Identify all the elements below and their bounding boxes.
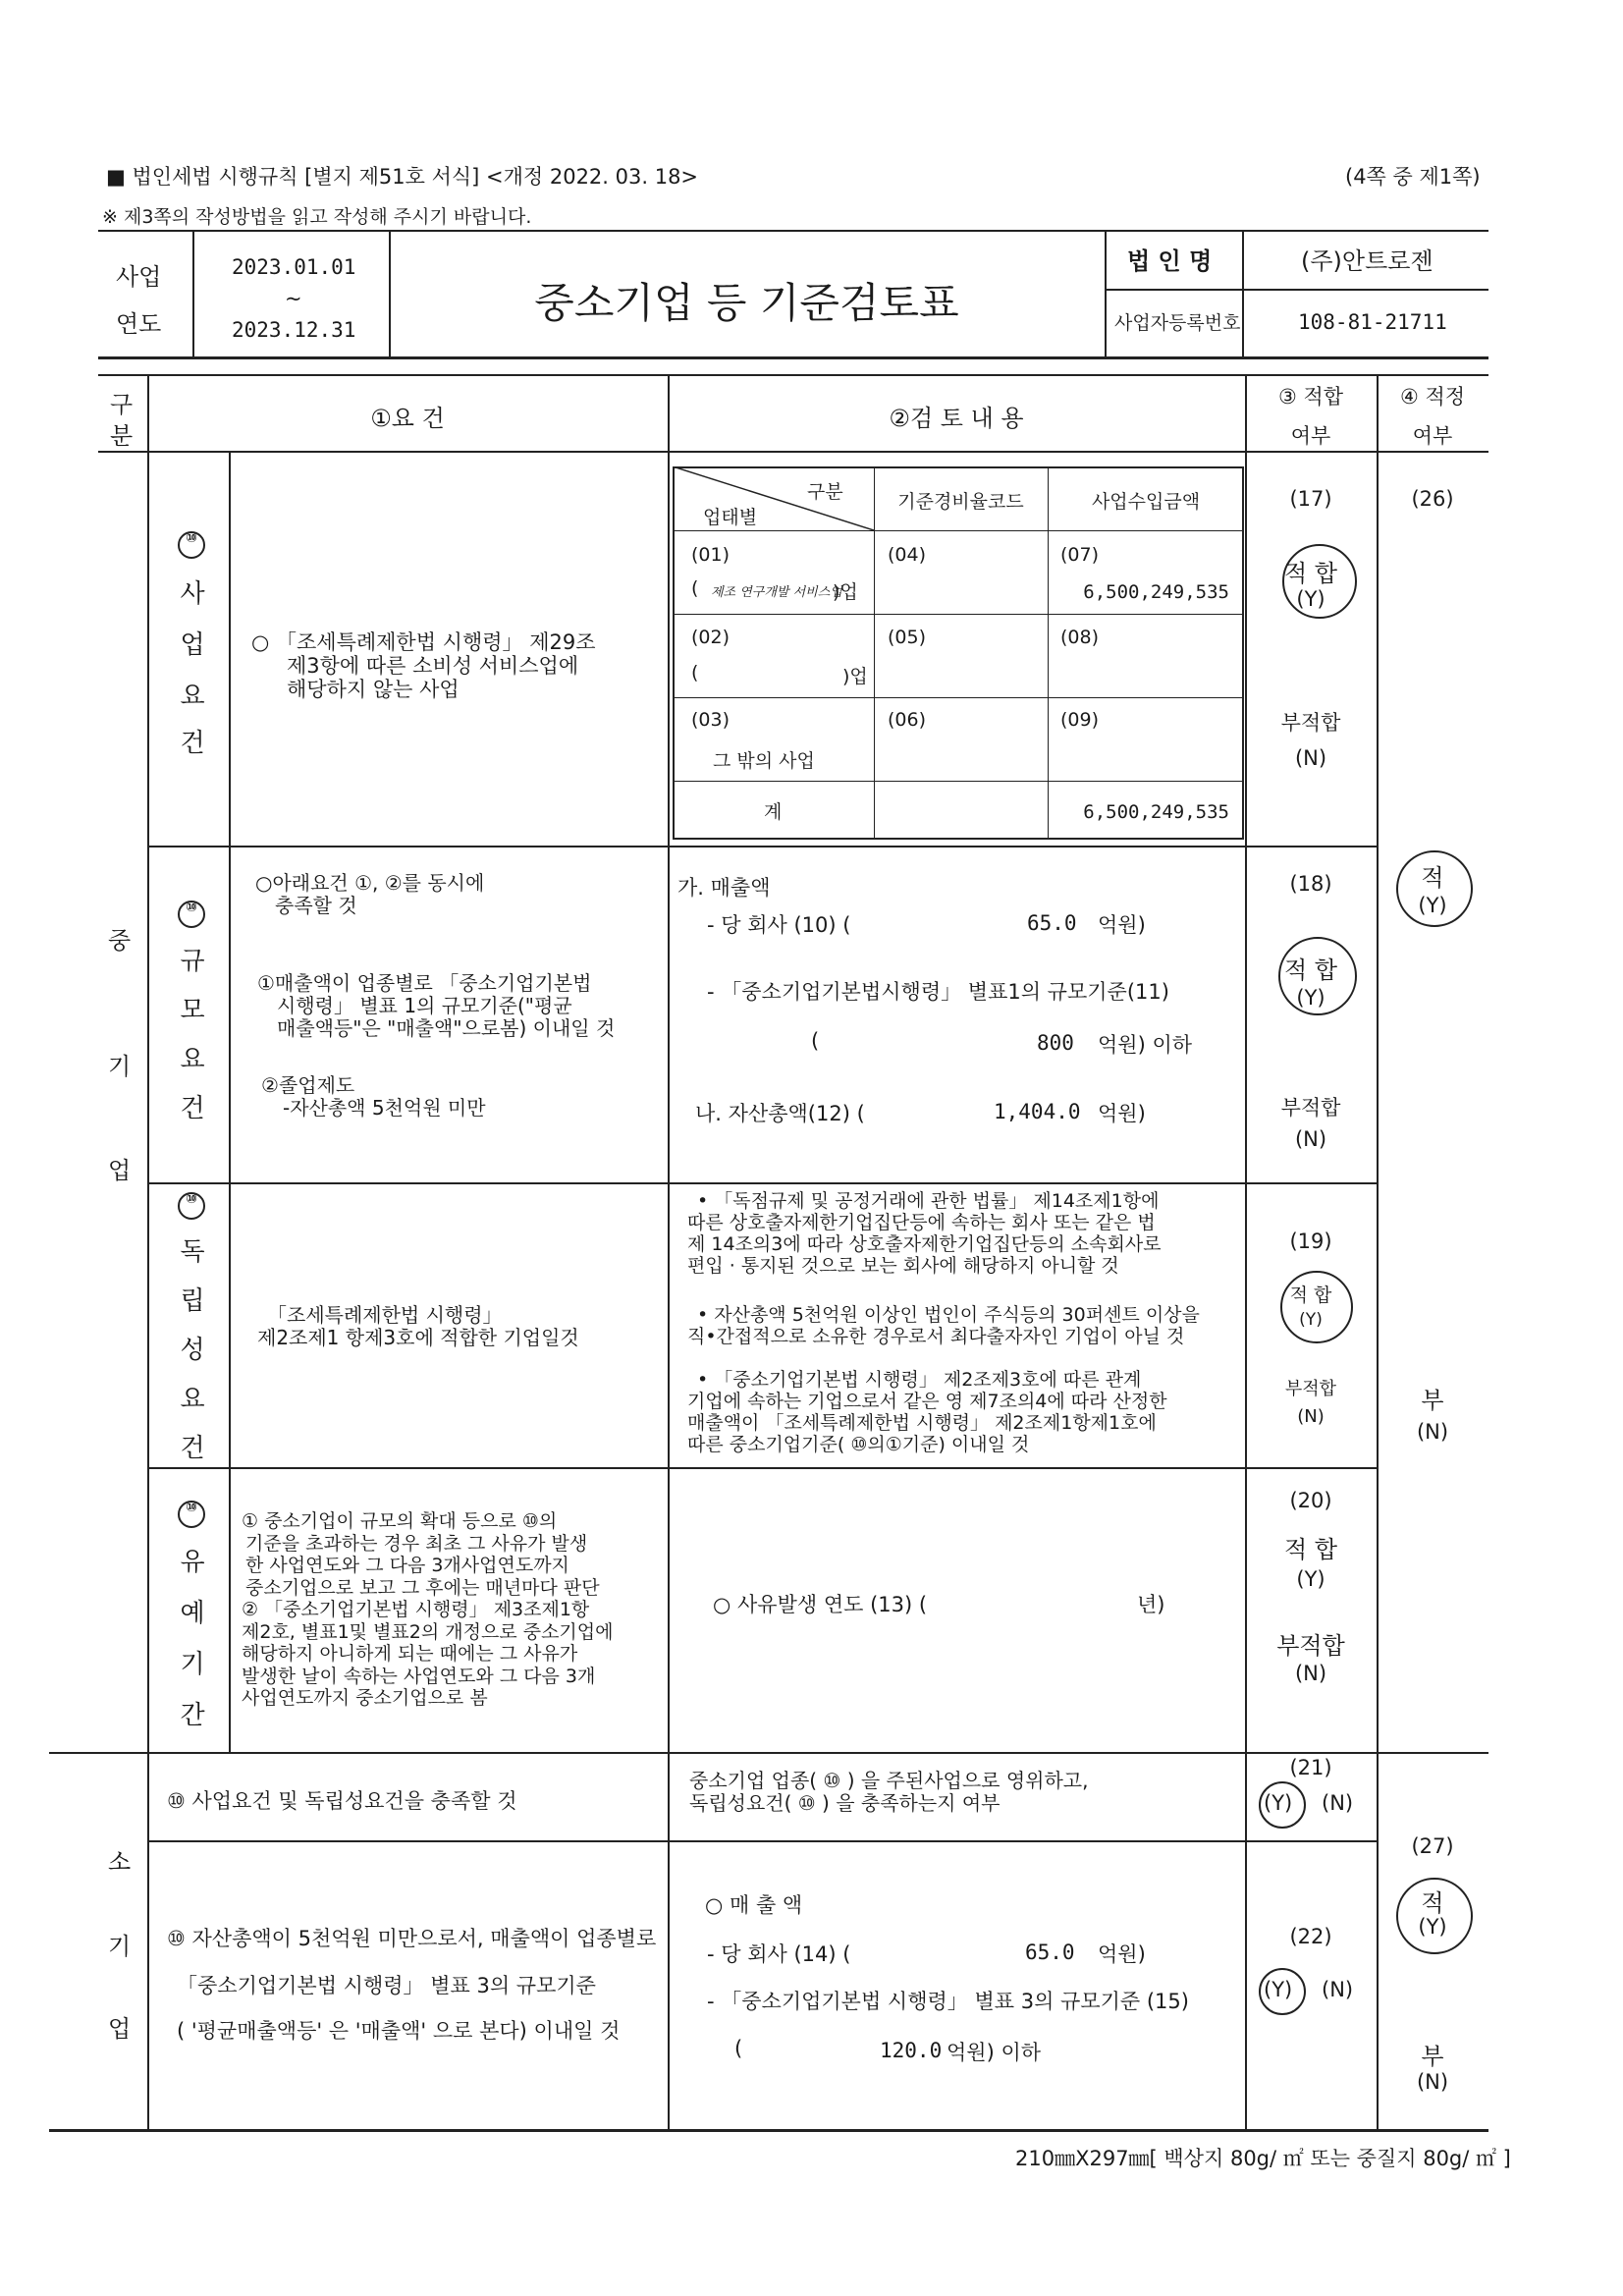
row105-fit-no: (21) (1289, 1756, 1332, 1779)
row106-req-2: 「중소기업기본법 시행령」 별표 3의 규모기준 (177, 1974, 596, 1997)
row104-review-pre: ○ 사유발생 연도 (13) ( (713, 1593, 928, 1616)
row102-number: ⑩ (186, 900, 197, 915)
sme-fit4-no: (26) (1411, 487, 1454, 511)
section-small-2: 기 (108, 1933, 132, 1960)
row102-line1-pre: - 당 회사 (10) ( (707, 913, 851, 937)
inner-r2-close: )업 (842, 666, 868, 687)
row104-label-4: 간 (180, 1701, 205, 1730)
small-fit4-top: 적 (1421, 1889, 1444, 1917)
row105-review: 중소기업 업종( ⑩ ) 을 주된사업으로 영위하고, 독립성요건( ⑩ ) 을 충족하는지 여부 (689, 1769, 1089, 1815)
row106-line1-pre: - 당 회사 (14) ( (707, 1942, 851, 1966)
row101-fit-yes-y: (Y) (1296, 587, 1325, 611)
inner-r3-other: 그 밖의 사업 (713, 750, 815, 772)
row103-fit-no: (19) (1289, 1230, 1332, 1253)
row104-fit-no-label: 부적합 (1276, 1632, 1345, 1660)
row105-n: (N) (1322, 1791, 1354, 1815)
corp-name-label: 법 인 명 (1127, 247, 1213, 275)
inner-r3-code: (03) (691, 709, 730, 731)
row102-line2: - 「중소기업기본법시행령」 별표1의 규모기준(11) (707, 980, 1169, 1004)
row102-line3-pre: ( (811, 1029, 820, 1053)
row104-label-2: 예 (180, 1599, 205, 1628)
small-fit4-top-y: (Y) (1418, 1915, 1447, 1939)
row102-line1-post: 억원) (1098, 913, 1146, 937)
period-start: 2023.01.01 (232, 255, 356, 279)
year-label-1: 사업 (116, 263, 162, 291)
row102-line3-val: 800 (1037, 1031, 1074, 1055)
inner-r1-c2: (04) (888, 544, 927, 566)
row101-label-4: 건 (180, 729, 205, 758)
row102-label-3: 요 (180, 1045, 205, 1074)
col-gubun-2: 분 (110, 422, 134, 450)
row104-requirement: ① 중소기업이 규모의 확대 등으로 ⑩의 기준을 초과하는 경우 최초 그 사유가 발생 한 사업연도와 그 다음 3개사업연도까지 중소기업으로 보고 그 후에는 매년마다 판단 ② 「중소기업기본법 시행령」 제3조제1항 제2호, 별표1및 별표2의 개정으로 중소기업에 해당하지 아니하게 되는 때에는 그 사유가 발생한 날이 속하는 사업연도와 그 다음 3개 사업연도까지 중소기업으로 봄 (242, 1510, 614, 1709)
row103-label-2: 립 (180, 1286, 205, 1316)
inner-corner-top: 구분 (807, 481, 843, 503)
inner-r1-open: ( (691, 577, 699, 599)
row102-req-c: ②졸업제도 -자산총액 5천억원 미만 (261, 1073, 486, 1120)
section-sme-2: 기 (108, 1053, 132, 1080)
small-fit4-no: (27) (1411, 1834, 1454, 1858)
row102-fit-no-n: (N) (1294, 1127, 1327, 1151)
row102-line3-post: 억원) 이하 (1098, 1033, 1193, 1057)
inner-r1-close: )업 (833, 581, 858, 603)
row102-fit-no: (18) (1289, 872, 1332, 896)
form-reference: ■ 법인세법 시행규칙 [별지 제51호 서식] <개정 2022. 03. 18> (106, 165, 699, 189)
inner-corner-bottom: 업태별 (703, 507, 758, 528)
row103-requirement: 「조세특례제한법 시행령」 제2조제1 항제3호에 적합한 기업일것 (257, 1303, 579, 1349)
row104-fit-no-n: (N) (1294, 1662, 1327, 1685)
row101-req-1: ○ 「조세특례제한법 시행령」 제29조 (251, 630, 596, 654)
row101-fit-yes: 적 합 (1284, 560, 1337, 587)
row106-review-head: ○ 매 출 액 (705, 1893, 803, 1917)
row102-req-b: ①매출액이 업종별로 「중소기업기본법 시행령」 별표 1의 규모기준("평균 매출액등"은 "매출액"으로봄) 이내일 것 (257, 971, 616, 1040)
inner-r2-open: ( (691, 662, 699, 683)
row101-fit-no-n: (N) (1294, 746, 1327, 770)
corp-name: (주)안트로젠 (1301, 247, 1434, 275)
row101-label-3: 요 (180, 682, 205, 711)
col-requirement: ①요 건 (370, 405, 445, 432)
section-sme-3: 업 (108, 1157, 132, 1184)
row101-req-2: 제3항에 따른 소비성 서비스업에 (287, 654, 579, 678)
row103-fit-yes-y: (Y) (1299, 1310, 1323, 1330)
row104-label-3: 기 (180, 1650, 205, 1679)
row106-line3-post: 억원) 이하 (947, 2041, 1042, 2064)
row101-label-2: 업 (180, 630, 205, 660)
section-small-1: 소 (108, 1848, 132, 1876)
row106-fit-no: (22) (1289, 1925, 1332, 1948)
row102-req-a: ○아래요건 ①, ②를 동시에 충족할 것 (255, 871, 485, 917)
row106-line1-post: 억원) (1098, 1942, 1146, 1966)
row102-na-val: 1,404.0 (994, 1100, 1081, 1123)
row103-label-1: 독 (180, 1237, 205, 1267)
row102-ga: 가. 매출액 (677, 876, 771, 900)
row102-line1-val: 65.0 (1027, 911, 1077, 935)
inner-r1-c3a: (07) (1060, 544, 1100, 566)
row101-req-3: 해당하지 않는 사업 (287, 678, 460, 701)
sme-fit4-top-y: (Y) (1418, 894, 1447, 917)
period-end: 2023.12.31 (232, 318, 356, 342)
col-fit4-2: 여부 (1412, 424, 1453, 448)
row103-review-c: • 「중소기업기본법 시행령」 제2조제3호에 따른 관계 기업에 속하는 기업으로서 같은 영 제7조의4에 따라 산정한 매출액이 「조세특례제한법 시행령」 제2조제1항제1호에 따른 중소기업기준( ⑩의①기준) 이내일 것 (687, 1369, 1167, 1455)
row105-requirement: ⑩ 사업요건 및 독립성요건을 충족할 것 (167, 1789, 517, 1813)
row103-label-3: 성 (180, 1336, 205, 1365)
row103-review-a: • 「독점규제 및 공정거래에 관한 법률」 제14조제1항에 따른 상호출자제한기업집단등에 속하는 회사 또는 같은 법 제 14조의3에 따라 상호출자제한기업집단등의 소속회사로 편입 · 통지된 것으로 보는 회사에 해당하지 아니할 것 (687, 1190, 1162, 1277)
inner-col-code: 기준경비율코드 (897, 491, 1024, 513)
row106-line3-pre: ( (734, 2037, 743, 2060)
row101-label-1: 사 (180, 579, 205, 609)
row102-fit-yes-y: (Y) (1296, 986, 1325, 1010)
col-fit3-1: ③ 적합 (1277, 385, 1344, 409)
inner-r3-c2: (06) (888, 709, 927, 731)
reg-no: 108-81-21711 (1298, 310, 1447, 334)
row102-na-pre: 나. 자산총액(12) ( (695, 1102, 865, 1125)
row106-line2: - 「중소기업기본법 시행령」 별표 3의 규모기준 (15) (707, 1990, 1189, 2013)
row104-fit-yes-y: (Y) (1296, 1567, 1325, 1591)
row102-fit-no-label: 부적합 (1280, 1096, 1341, 1120)
row104-number: ⑩ (186, 1500, 197, 1515)
reg-no-label: 사업자등록번호 (1114, 312, 1241, 334)
row105-y: (Y) (1264, 1791, 1293, 1815)
period-separator: ~ (285, 287, 302, 310)
small-fit4-bottom: 부 (1421, 2043, 1444, 2070)
row102-fit-yes: 적 합 (1284, 957, 1337, 984)
row101-fit-no-label: 부적합 (1280, 711, 1341, 735)
inner-col-revenue: 사업수입금액 (1091, 491, 1201, 513)
col-fit3-2: 여부 (1290, 424, 1331, 448)
row103-fit-no-n: (N) (1297, 1406, 1325, 1427)
row103-review-b: • 자산총액 5천억원 이상인 법인이 주식등의 30퍼센트 이상을 직•간접적으로 소유한 경우로서 최다출자자인 기업이 아닐 것 (687, 1304, 1200, 1347)
inner-r2-c3a: (08) (1060, 627, 1100, 648)
inner-r1-handwritten: 제조 연구개발 서비스업 (711, 585, 842, 600)
sme-fit4-bottom-n: (N) (1416, 1420, 1449, 1444)
row104-fit-yes: 적 합 (1284, 1536, 1337, 1563)
col-fit4-1: ④ 적정 (1399, 385, 1466, 409)
row103-label-4: 요 (180, 1385, 205, 1414)
sme-fit4-bottom: 부 (1421, 1387, 1444, 1414)
section-small-3: 업 (108, 2015, 132, 2043)
form-title: 중소기업 등 기준검토표 (534, 279, 959, 327)
year-label-2: 연도 (116, 310, 162, 338)
instruction-note: ※ 제3쪽의 작성방법을 읽고 작성해 주시기 바랍니다. (102, 206, 532, 228)
inner-r2-c2: (05) (888, 627, 927, 648)
section-sme-1: 중 (108, 927, 132, 955)
row102-na-post: 억원) (1098, 1102, 1146, 1125)
row102-label-1: 규 (180, 947, 205, 976)
row103-fit-no-label: 부적합 (1284, 1379, 1337, 1399)
row104-label-1: 유 (180, 1548, 205, 1577)
inner-r1-revenue: 6,500,249,535 (1083, 581, 1229, 603)
row104-fit-no: (20) (1289, 1489, 1332, 1512)
row103-number: ⑩ (186, 1191, 197, 1207)
inner-total-label: 계 (764, 801, 783, 823)
inner-r3-c3a: (09) (1060, 709, 1100, 731)
row106-req-3: ( '평균매출액등' 은 '매출액' 으로 본다) 이내일 것 (177, 2019, 621, 2043)
row104-review-post: 년) (1137, 1593, 1165, 1616)
col-gubun-1: 구 (110, 391, 134, 418)
paper-spec: 210㎜X297㎜[ 백상지 80g/ ㎡ 또는 중질지 80g/ ㎡ ] (1015, 2147, 1511, 2170)
row103-fit-yes: 적 합 (1289, 1285, 1332, 1306)
inner-r1-code: (01) (691, 544, 730, 566)
row106-line1-val: 65.0 (1025, 1941, 1075, 1964)
inner-r2-code: (02) (691, 627, 730, 648)
row106-n: (N) (1322, 1978, 1354, 2001)
row106-line3-val: 120.0 (880, 2039, 943, 2062)
sme-fit4-top: 적 (1421, 864, 1444, 892)
small-fit4-bottom-n: (N) (1416, 2070, 1449, 2094)
row106-req-1: ⑩ 자산총액이 5천억원 미만으로서, 매출액이 업종별로 (167, 1927, 657, 1950)
row101-fit-no: (17) (1289, 487, 1332, 511)
row102-label-4: 건 (180, 1094, 205, 1123)
page-indicator: (4쪽 중 제1쪽) (1345, 165, 1481, 189)
row103-label-5: 건 (180, 1434, 205, 1463)
row102-label-2: 모 (180, 996, 205, 1025)
row106-y: (Y) (1264, 1978, 1293, 2001)
inner-total-value: 6,500,249,535 (1083, 801, 1229, 823)
col-review: ②검 토 내 용 (889, 405, 1024, 432)
row101-number: ⑩ (186, 530, 197, 546)
